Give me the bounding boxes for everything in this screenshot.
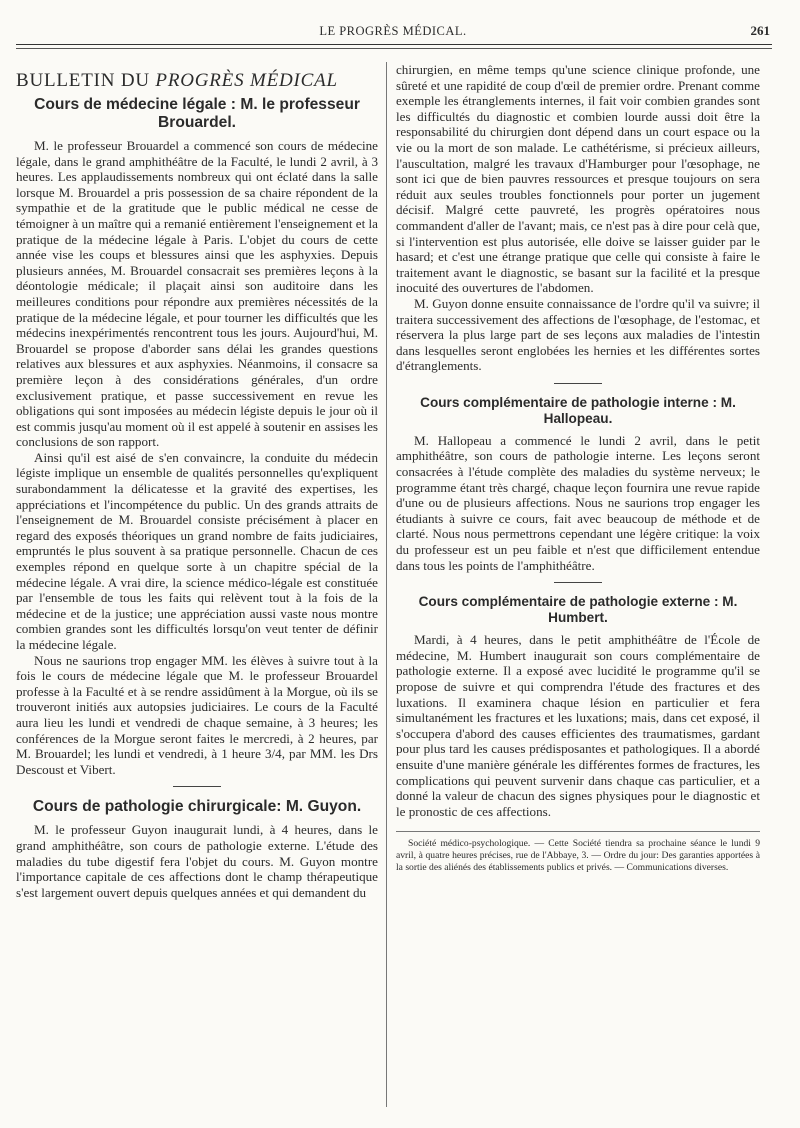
running-title: LE PROGRÈS MÉDICAL. (319, 24, 467, 38)
paragraph-continued: chirurgien, en même temps qu'une science clinique profonde, une sûreté et une rapidité de coup d'œil de premier ordre. Prenant comme exemple les étranglements internes, il fait voir combien grandes sont les difficultés du diagnostic et combien lourde aussi doit être la responsabilité du chirurgien dont dépend dans un court espace ou la vie ou la mort de son malade. Le cathétérisme, si précieux ailleurs, l'auscultation, malgré les travaux d'Hamburger pour l'œsophage, ne sont ici que de bien pauvres ressources et presque toujours on sera réduit aux seules troubles fonctionnels pour porter un jugement décisif. Malgré cette pauvreté, les progrès opératoires nous commandent d'aller de l'avant; mais, ce n'est pas à dire pour celà que, si l'intervention est plus autorisée, elle doive se laisser guider par le hasard; et c'est une étrange pratique que celle qui consiste à faire le traitement avant le diagnostic, se basant sur la facilité et la presque inocuité des ouvertures de l'abdomen. (396, 62, 760, 296)
section-title-medecine-legale: Cours de médecine légale : M. le professeur Brouardel. (34, 96, 360, 131)
section-title-pathologie-externe: Cours complémentaire de pathologie externe : M. Humbert. (418, 594, 738, 626)
bulletin-prefix: BULLETIN DU (16, 70, 156, 91)
paragraph: M. le professeur Guyon inaugurait lundi, à 4 heures, dans le grand amphithéâtre, son cours de pathologie externe. L'étude des maladies du tube digestif fera l'objet du cours. M. Guyon montre l'importance capitale de ces affections dont le champ thérapeutique s'est largement ouvert depuis quelques années et qui demandent du (16, 822, 378, 900)
paragraph: M. Hallopeau a commencé le lundi 2 avril, dans le petit amphithéâtre, son cours de pathologie interne. Les leçons seront consacrées à l'étude complète des maladies du système nerveux; le programme étant très chargé, chaque leçon fournira une revue rapide d'une ou de plusieurs affections. Nous ne saurions trop engager les étudiants à suivre ce cours, fait avec beaucoup de méthode et de clarté. Nous nous permettrons cependant une légère critique: la voix du professeur est un peu faible et n'est que difficilement entendue dans tous les points de l'amphithéâtre. (396, 432, 760, 573)
section-separator (173, 786, 221, 787)
header-rule-top (16, 44, 772, 45)
section-separator (554, 582, 602, 583)
paragraph: M. Guyon donne ensuite connaissance de l'ordre qu'il va suivre; il traitera successivement des affections de l'œsophage, de l'estomac, et réservera la plus large part de ses leçons aux maladies de l'intestin dans lesquelles seront englobées les hernies et les différentes sortes d'étranglements. (396, 295, 760, 374)
running-header (16, 24, 770, 44)
paragraph: Mardi, à 4 heures, dans le petit amphithéâtre de l'École de médecine, M. Humbert inaugurait son cours complémentaire de pathologie externe. Il a exposé avec lucidité le programme qu'il se propose de suivre et qui comprendra l'étude des fractures et des luxations. Il examinera chaque lésion en particulier et fera simultanément les fractures et les luxations; mais, dans cet exposé, il s'occupera d'abord des causes efficientes des traumatismes, gardant pour plus tard les causes prédisposantes et pathologiques. Il a abordé ensuite d'une manière générale les différentes formes de fractures, les complications qui peuvent survenir dans chaque cas particulier, et a donné la valeur de chacun des signes physiques pour le diagnostic et le pronostic de ces affections. (396, 632, 760, 819)
right-column (396, 62, 760, 873)
paragraph: Ainsi qu'il est aisé de s'en convaincre, la conduite du médecin légiste implique un ensemble de qualités personnelles qu'expliquent surabondamment la délicatesse et la gravité des expertises, les appréciations et l'incompétence du public. Un des grands attraits de l'enseignement de M. Brouardel consiste précisément à placer en regard des exposés théoriques un grand nombre de faits judiciaires, empruntés le plus souvent à sa pratique personnelle. Chacun de ces exemples répond en quelque sorte à un chapitre spécial de la médecine légale. A vrai dire, la science médico-légale est constituée par l'ensemble de tous les faits qui relèvent tout à la fois de la médecine et de la justice; une appréciation aussi vaste nous montre combien grandes sont les difficultés lorsqu'on veut tenter de définir la médecine légale. (16, 449, 378, 652)
section-title-pathologie-chirurgicale: Cours de pathologie chirurgicale: M. Guyon. (32, 798, 362, 816)
page-number: 261 (750, 23, 770, 38)
paragraph: M. le professeur Brouardel a commencé son cours de médecine légale, dans le grand amphithéâtre de la Faculté, le lundi 2 avril, à 3 heures. Les applaudissements nombreux qui ont éclaté dans la salle lorsque M. Brouardel a pris possession de sa chaire répondent de la sympathie et de la gratitude que le public médical ne cesse de témoigner à un maître qui a remanié entièrement l'enseignement et la pratique de la médecine légale à Paris. L'objet du cours de cette année vise les coups et blessures ainsi que les asphyxies. Depuis plusieurs années, M. Brouardel consacrait ses premières leçons à la déontologie médicale; il plaçait ainsi son auditoire dans les meilleures conditions pour répondre aux premières nécessités de la pratique de la médecine légale, et pour tourner les difficultés que les médecins inexpérimentés rencontrent tous les jours. Aujourd'hui, M. Brouardel se propose d'aborder sans délai les grandes questions relatives aux blessures et aux asphyxies. Néanmoins, il consacre sa première leçon à des considérations générales, d'un ordre exclusivement pratique, et passe successivement en revue les obligations qui sont imposées au médecin légiste depuis le jour où il est commis jusqu'au moment où il est appelé à soutenir en assises les conclusions de son rapport. (16, 138, 378, 450)
bulletin-journal-name: PROGRÈS MÉDICAL (155, 70, 338, 91)
section-title-pathologie-interne: Cours complémentaire de pathologie interne : M. Hallopeau. (420, 394, 736, 426)
footnote (396, 831, 760, 873)
paragraph: Nous ne saurions trop engager MM. les élèves à suivre tout à la fois le cours de médecine légale que M. le professeur Brouardel professe à la Faculté et à se rendre assidûment à la Morgue, où ils se trouveront initiés aux autopsies judiciaires. Le cours de la Faculté aura lieu les lundi et vendredi de chaque semaine, à 3 heures; les conférences de la Morgue seront faites le mercredi, à 2 heures, par M. Brouardel; les lundi et vendredi, à 1 heure 3/4, par MM. les Drs Descoust et Vibert. (16, 652, 378, 777)
footnote-text: Société médico-psychologique. — Cette Société tiendra sa prochaine séance le lundi 9 avril, à quatre heures précises, rue de l'Abbaye, 3. — Ordre du jour: Des garanties apportées à la sortie des aliénés des établissements publics et privés. — Communications diverses. (396, 838, 760, 873)
left-column (16, 62, 378, 900)
bulletin-heading (16, 70, 378, 92)
section-separator (554, 383, 602, 384)
column-divider (386, 62, 387, 1107)
header-rule-bottom (16, 48, 772, 49)
